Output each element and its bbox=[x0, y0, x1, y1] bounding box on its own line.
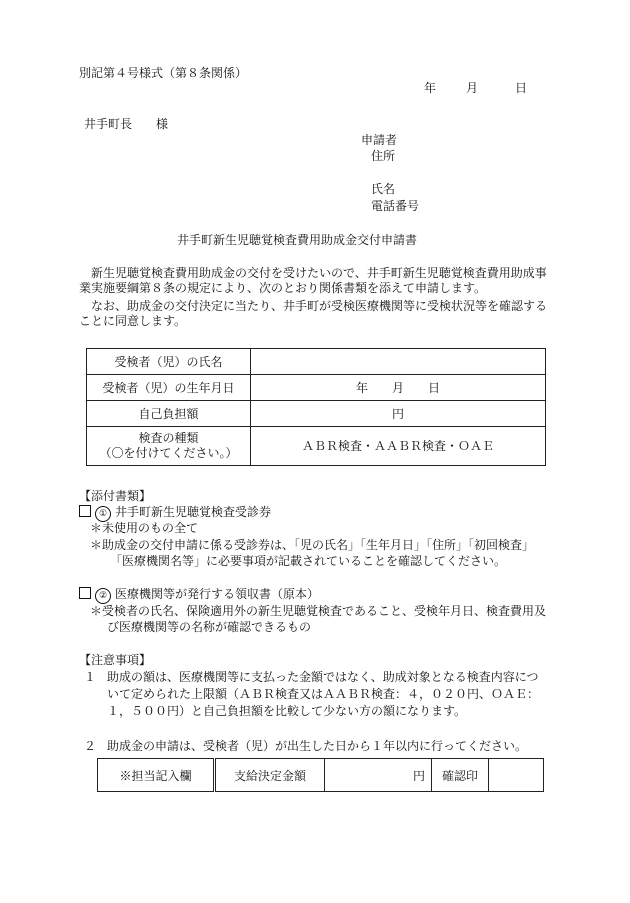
exam-type-label bbox=[87, 427, 251, 466]
attachments-heading: 【添付書類】 bbox=[79, 489, 152, 503]
date-month-label: 月 bbox=[466, 81, 479, 95]
staff-use-label: ※担当記入欄 bbox=[98, 759, 215, 792]
staff-use-table bbox=[97, 758, 544, 792]
note-1-number: １ bbox=[84, 670, 97, 684]
applicant-label: 申請者 bbox=[361, 133, 398, 147]
intro-paragraph-1: 新生児聴覚検査費用助成金の交付を受けたいので、井手町新生児聴覚検査費用助成事業実施要綱第８条の規定により、次のとおり関係書類を添えて申請します。 bbox=[79, 266, 547, 295]
circled-number-2: ② bbox=[95, 588, 111, 604]
table-row bbox=[87, 349, 546, 375]
child-name-label: 受検者（児）の氏名 bbox=[87, 349, 251, 375]
table-row bbox=[87, 401, 546, 427]
self-pay-label: 自己負担額 bbox=[87, 401, 251, 427]
table-row bbox=[87, 427, 546, 466]
attachment-2-note-a: ＊受検者の氏名、保険適用外の新生児聴覚検査であること、受検年月日、検査費用及 bbox=[90, 604, 547, 618]
child-birthdate-field[interactable]: 年 月 日 bbox=[251, 375, 546, 401]
address-label: 住所 bbox=[371, 149, 396, 163]
attachment-1-checkbox[interactable] bbox=[79, 505, 91, 517]
date-day-label: 日 bbox=[515, 81, 528, 95]
attachment-item-2 bbox=[79, 587, 319, 604]
exam-type-options[interactable]: ＡＢＲ検査・ＡＡＢＲ検査・ＯＡＥ bbox=[251, 427, 546, 466]
self-pay-field[interactable]: 円 bbox=[251, 401, 546, 427]
attachment-1-note-1: ＊未使用のもの全て bbox=[90, 521, 199, 535]
form-label: 別記第４号様式（第８条関係） bbox=[79, 66, 248, 80]
note-1-line-2: いて定められた上限額（ＡＢＲ検査又はＡＡＢＲ検査：４，０２０円、ＯＡＥ： bbox=[107, 687, 540, 701]
name-label: 氏名 bbox=[371, 182, 396, 196]
addressee: 井手町長 様 bbox=[84, 117, 169, 131]
attachment-1-note-2a: ＊助成金の交付申請に係る受診券は、「児の氏名」「生年月日」「住所」「初回検査」 bbox=[90, 538, 535, 552]
intro-paragraph-2: なお、助成金の交付決定に当たり、井手町が受検医療機関等に受検状況等を確認することに同意します。 bbox=[79, 299, 548, 328]
attachment-2-note-b: び医療機関等の名称が確認できるもの bbox=[107, 620, 312, 634]
document-title: 井手町新生児聴覚検査費用助成金交付申請書 bbox=[177, 233, 418, 247]
attachment-1-note-2b: 「医療機関名等」に必要事項が記載されていることを確認してください。 bbox=[110, 554, 507, 568]
exam-type-label-line1: 検査の種類 bbox=[138, 431, 199, 445]
child-birthdate-label: 受検者（児）の生年月日 bbox=[87, 375, 251, 401]
notes-heading: 【注意事項】 bbox=[79, 653, 152, 667]
circled-number-1: ① bbox=[95, 506, 111, 522]
table-row bbox=[87, 375, 546, 401]
approved-amount-label: 支給決定金額 bbox=[215, 759, 325, 792]
note-2-number: ２ bbox=[84, 739, 97, 753]
approved-amount-field[interactable]: 円 bbox=[325, 759, 432, 792]
exam-type-label-line2: （〇を付けてください。） bbox=[99, 446, 238, 460]
child-name-field[interactable] bbox=[251, 349, 546, 375]
confirmation-seal-label: 確認印 bbox=[432, 759, 489, 792]
note-1-line-1: 助成の額は、医療機関等に支払った金額ではなく、助成対象となる検査内容につ bbox=[107, 670, 539, 684]
table-row bbox=[98, 759, 544, 792]
application-table bbox=[86, 348, 546, 466]
date-year-label: 年 bbox=[424, 81, 437, 95]
attachment-1-title: 井手町新生児聴覚検査受診券 bbox=[115, 505, 272, 519]
note-1-line-3: １，５００円）と自己負担額を比較して少ない方の額になります。 bbox=[107, 704, 467, 718]
confirmation-seal-field[interactable] bbox=[489, 759, 544, 792]
phone-label: 電話番号 bbox=[371, 199, 420, 213]
attachment-2-checkbox[interactable] bbox=[79, 587, 91, 599]
note-2-line: 助成金の申請は、受検者（児）が出生した日から１年以内に行ってください。 bbox=[107, 739, 528, 753]
attachment-item-1 bbox=[79, 505, 271, 522]
attachment-2-title: 医療機関等が発行する領収書（原本） bbox=[115, 587, 320, 601]
